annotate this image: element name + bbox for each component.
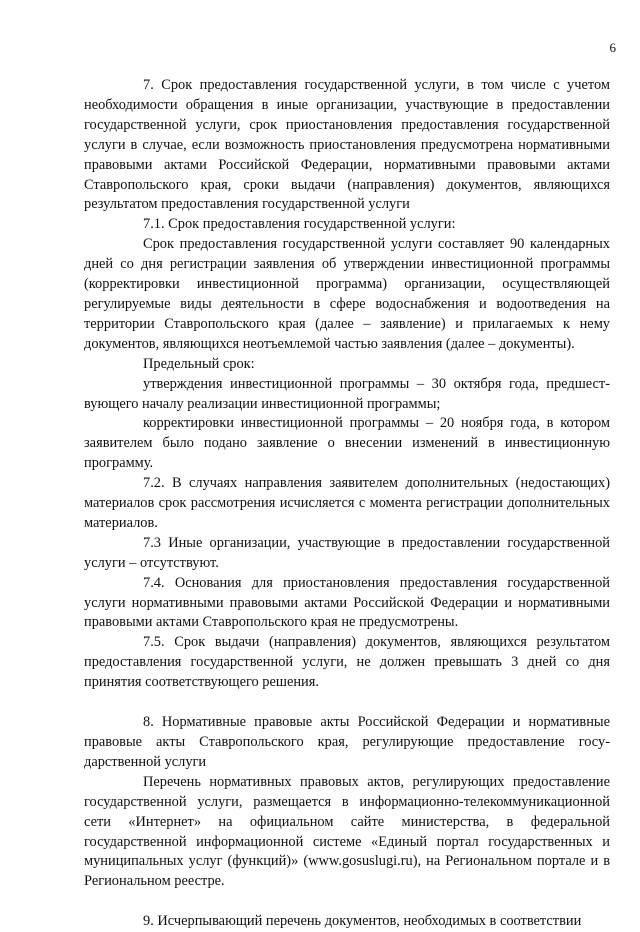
section-8-heading: 8. Нормативные правовые акты Российской Федерации и нормативные правовые акты Ставропольского края, регулирующие предоставление государственной услуги xyxy=(84,714,610,770)
section-7-1-text: Срок предоставления государственной услуги составляет 90 календарных дней со дня регистрации заявления об утверждении инвестиционной программы (корректировки инвестиционной программа) организации, осуществляющей регулируемые виды деятельности в сфере водоснабжения и водоотведения на территории Ставропольского края (далее – заявление) и прилагаемых к нему документов, являющихся неотъемлемой частью заявления (далее – документы). xyxy=(84,236,610,352)
section-7-3-text: 7.3 Иные организации, участвующие в предоставлении государственной услуги – отсутствуют. xyxy=(84,534,610,571)
section-9-heading: 9. Исчерпывающий перечень документов, необходимых в соответствии xyxy=(143,913,582,930)
section-8-text: Перечень нормативных правовых актов, регулирующих предоставление государственной услуги, размещается в информационно-телекоммуникационной сети «Интернет» на официальном сайте министерства, в федеральной государственной информационной системе «Единый портал государственных и муниципальных услуг (функций)» (www.gosuslugi.ru), на Региональном портале и в Региональном реестре. xyxy=(84,773,610,890)
section-7-5-text: 7.5. Срок выдачи (направления) документов, являющихся результатом предоставления государственной услуги, не должен превышать 3 дней со дня принятия соответствующего решения. xyxy=(84,634,610,691)
document-body xyxy=(84,76,610,932)
section-7-4-text: 7.4. Основания для приостановления предоставления государственной услуги нормативными правовыми актами Российской Федерации и нормативными правовыми актами Ставропольского края не предусмотрены. xyxy=(84,574,610,631)
deadline-label: Предельный срок: xyxy=(143,355,255,372)
page-number: 6 xyxy=(609,40,616,55)
deadline-approval: утверждения инвестиционной программы – 30 октября года, предшествующего началу реализации инвестиционной программы; xyxy=(84,375,610,412)
section-7-1-heading: 7.1. Срок предоставления государственной услуги: xyxy=(143,216,456,233)
section-7-heading: 7. Срок предоставления государственной услуги, в том числе с учетом необходимости обращения в иные организации, участвующие в предоставлении государственной услуги, срок приостановления предоставления государственной услуги в случае, если возможность приостановления предусмотрена нормативными правовыми актами Российской Федерации, нормативными правовыми актами Ставропольского края, сроки выдачи (направления) документов, являющихся результатом предоставления государственной услуги xyxy=(84,77,610,213)
deadline-correction: корректировки инвестиционной программы – 20 ноября года, в котором заявителем было подано заявление о внесении изменений в инвестиционную программу. xyxy=(84,415,610,472)
section-7-2-text: 7.2. В случаях направления заявителем дополнительных (недостающих) материалов срок рассмотрения исчисляется с момента регистрации дополнительных материалов. xyxy=(84,475,610,531)
